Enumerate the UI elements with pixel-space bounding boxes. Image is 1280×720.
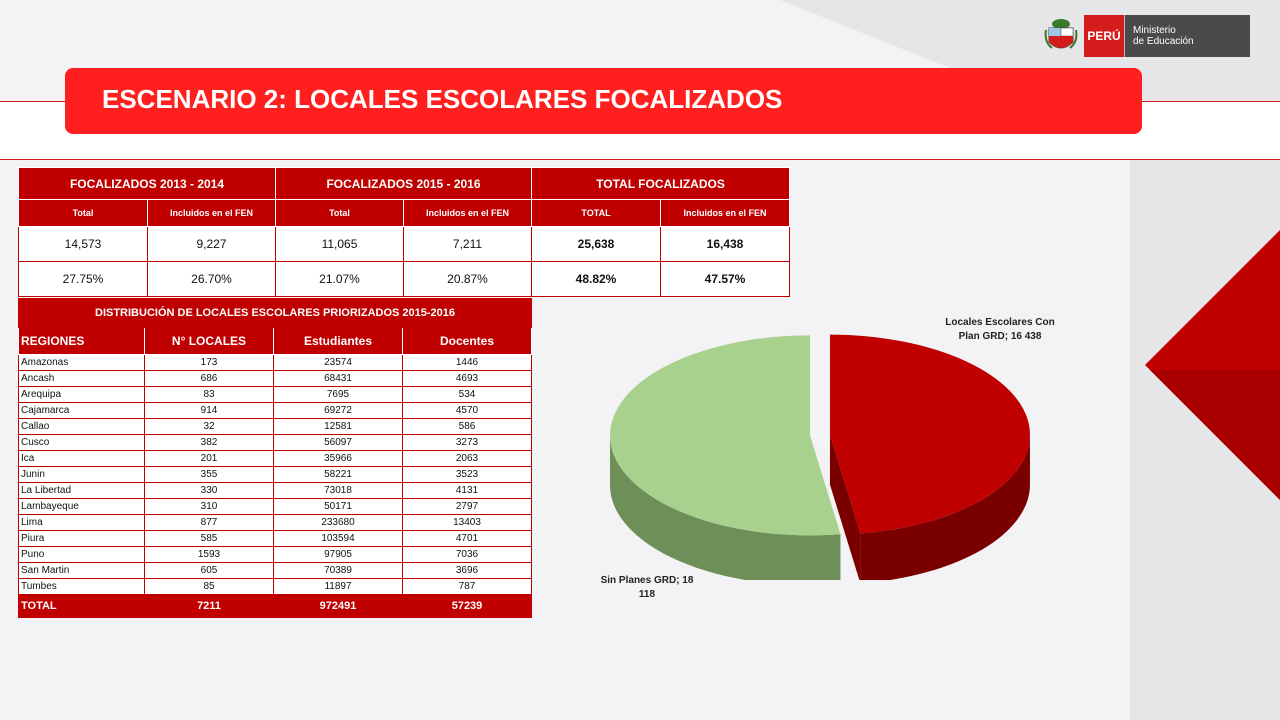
cell: 85 [145, 579, 274, 595]
coat-of-arms-icon [1044, 16, 1078, 56]
cell: 330 [145, 483, 274, 499]
summary-row-counts [19, 227, 790, 262]
cell: Lima [19, 515, 145, 531]
group-header: FOCALIZADOS 2015 - 2016 [276, 168, 532, 200]
cell: 16,438 [661, 227, 790, 262]
cell: 58221 [274, 467, 403, 483]
cell: Piura [19, 531, 145, 547]
cell: 534 [403, 387, 532, 403]
cell: 1593 [145, 547, 274, 563]
table-row [19, 547, 532, 563]
cell: TOTAL [19, 595, 145, 618]
subheader: Incluidos en el FEN [661, 200, 790, 227]
cell: 69272 [274, 403, 403, 419]
cell: 2063 [403, 451, 532, 467]
table-caption: DISTRIBUCIÓN DE LOCALES ESCOLARES PRIORIZADOS 2015-2016 [19, 299, 532, 328]
ministry-logo [1044, 14, 1250, 58]
cell: 70389 [274, 563, 403, 579]
label-con-plan [940, 316, 1060, 344]
table-row [19, 371, 532, 387]
summary-row-percent [19, 262, 790, 297]
cell: 4570 [403, 403, 532, 419]
cell: 14,573 [19, 227, 148, 262]
cell: 7036 [403, 547, 532, 563]
cell: Ancash [19, 371, 145, 387]
column-header: Estudiantes [274, 328, 403, 355]
table-row [19, 403, 532, 419]
table-row [19, 499, 532, 515]
table-row [19, 451, 532, 467]
cell: 4131 [403, 483, 532, 499]
cell: 21.07% [276, 262, 404, 297]
summary-group-header [19, 168, 790, 200]
distribution-caption [19, 299, 532, 328]
table-row [19, 515, 532, 531]
cell: Arequipa [19, 387, 145, 403]
group-header: FOCALIZADOS 2013 - 2014 [19, 168, 276, 200]
cell: 3696 [403, 563, 532, 579]
cell: 787 [403, 579, 532, 595]
table-row [19, 483, 532, 499]
cell: 3523 [403, 467, 532, 483]
cell: 173 [145, 355, 274, 371]
cell: 12581 [274, 419, 403, 435]
cell: 25,638 [532, 227, 661, 262]
cell: 23574 [274, 355, 403, 371]
cell: 233680 [274, 515, 403, 531]
cell: 73018 [274, 483, 403, 499]
summary-subheader [19, 200, 790, 227]
cell: 972491 [274, 595, 403, 618]
summary-table [18, 167, 790, 297]
cell: 32 [145, 419, 274, 435]
cell: 382 [145, 435, 274, 451]
cell: 56097 [274, 435, 403, 451]
cell: 83 [145, 387, 274, 403]
title-bar [65, 68, 1142, 134]
column-header: REGIONES [19, 328, 145, 355]
cell: 686 [145, 371, 274, 387]
cell: 68431 [274, 371, 403, 387]
cell: 914 [145, 403, 274, 419]
subheader: Incluidos en el FEN [148, 200, 276, 227]
cell: 26.70% [148, 262, 276, 297]
table-row [19, 355, 532, 371]
table-row [19, 419, 532, 435]
table-row [19, 435, 532, 451]
cell: 877 [145, 515, 274, 531]
cell: 2797 [403, 499, 532, 515]
pie-chart [600, 330, 1040, 580]
cell: 35966 [274, 451, 403, 467]
subheader: Total [19, 200, 148, 227]
cell: 11897 [274, 579, 403, 595]
cell: Callao [19, 419, 145, 435]
cell: 9,227 [148, 227, 276, 262]
pie-label: Sin Planes GRD; 18 118 [600, 575, 694, 600]
cell: Junin [19, 467, 145, 483]
cell: 103594 [274, 531, 403, 547]
cell: 50171 [274, 499, 403, 515]
subheader: TOTAL [532, 200, 661, 227]
cell: 48.82% [532, 262, 661, 297]
pie-label: Locales Escolares Con Plan GRD; 16 438 [945, 317, 1055, 342]
subheader: Total [276, 200, 404, 227]
pie-slice-0 [830, 335, 1030, 580]
table-row [19, 579, 532, 595]
peru-badge: PERÚ [1084, 15, 1124, 57]
distribution-table [18, 298, 532, 618]
cell: Lambayeque [19, 499, 145, 515]
cell: 11,065 [276, 227, 404, 262]
cell: 7211 [145, 595, 274, 618]
ministry-name [1124, 15, 1250, 57]
pie-slice-1 [610, 335, 840, 580]
cell: 586 [403, 419, 532, 435]
subheader: Incluidos en el FEN [404, 200, 532, 227]
group-header: TOTAL FOCALIZADOS [532, 168, 790, 200]
cell: La Libertad [19, 483, 145, 499]
cell: Amazonas [19, 355, 145, 371]
cell: 605 [145, 563, 274, 579]
cell: 57239 [403, 595, 532, 618]
cell: 310 [145, 499, 274, 515]
cell: 13403 [403, 515, 532, 531]
cell: 20.87% [404, 262, 532, 297]
cell: 4693 [403, 371, 532, 387]
page-title: ESCENARIO 2: LOCALES ESCOLARES FOCALIZADOS [102, 84, 783, 114]
distribution-total-row [19, 595, 532, 618]
cell: 27.75% [19, 262, 148, 297]
column-header: N° LOCALES [145, 328, 274, 355]
table-row [19, 563, 532, 579]
cell: 201 [145, 451, 274, 467]
table-row [19, 467, 532, 483]
cell: 355 [145, 467, 274, 483]
cell: Cajamarca [19, 403, 145, 419]
cell: Ica [19, 451, 145, 467]
ministry-line-2: de Educación [1133, 36, 1194, 47]
cell: 585 [145, 531, 274, 547]
ministry-line-1: Ministerio [1133, 25, 1176, 36]
cell: Cusco [19, 435, 145, 451]
table-row [19, 387, 532, 403]
cell: 1446 [403, 355, 532, 371]
cell: 47.57% [661, 262, 790, 297]
cell: 3273 [403, 435, 532, 451]
cell: Tumbes [19, 579, 145, 595]
column-header: Docentes [403, 328, 532, 355]
cell: Puno [19, 547, 145, 563]
distribution-header [19, 328, 532, 355]
cell: 7,211 [404, 227, 532, 262]
table-row [19, 531, 532, 547]
cell: 97905 [274, 547, 403, 563]
label-sin-plan [592, 574, 702, 602]
cell: San Martin [19, 563, 145, 579]
cell: 4701 [403, 531, 532, 547]
cell: 7695 [274, 387, 403, 403]
